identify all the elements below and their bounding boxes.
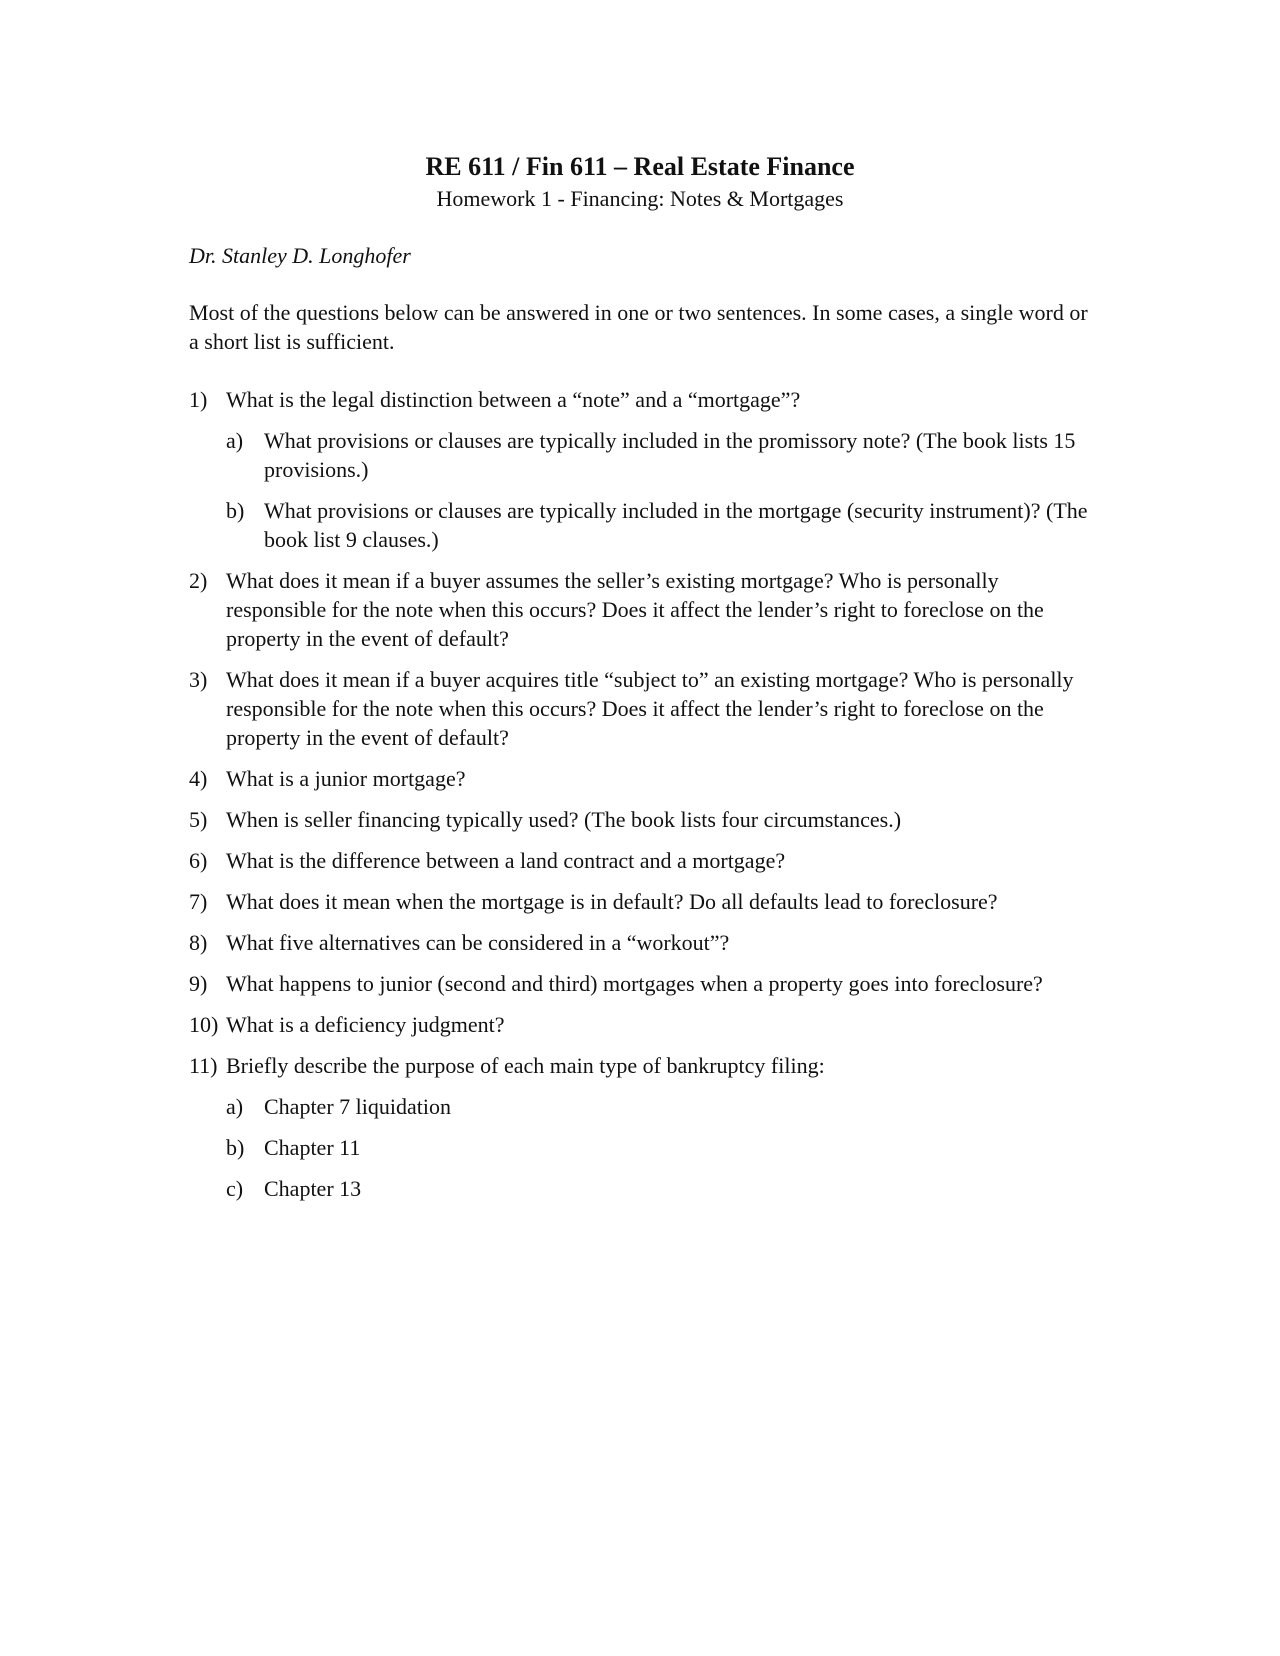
question-3 — [189, 665, 1099, 752]
sub-question-letter: c) — [226, 1176, 244, 1201]
question-11 — [189, 1051, 1099, 1203]
question-1 — [189, 385, 1099, 554]
sub-question-1b — [226, 496, 1099, 554]
question-number: 5) — [189, 807, 208, 832]
question-text: What happens to junior (second and third) mortgages when a property goes into foreclosure? — [226, 971, 1043, 996]
question-text: What is the legal distinction between a “note” and a “mortgage”? — [226, 387, 801, 412]
question-4 — [189, 764, 1099, 793]
sub-question-1a — [226, 426, 1099, 484]
question-number: 9) — [189, 971, 208, 996]
sub-question-letter: a) — [226, 1094, 244, 1119]
question-text: What five alternatives can be considered in a “workout”? — [226, 930, 730, 955]
question-8 — [189, 928, 1099, 957]
question-6 — [189, 846, 1099, 875]
question-number: 11) — [189, 1053, 218, 1078]
sub-question-list — [226, 426, 1099, 554]
document-subtitle: Homework 1 - Financing: Notes & Mortgages — [436, 186, 844, 211]
question-number: 3) — [189, 667, 208, 692]
sub-question-letter: b) — [226, 1135, 245, 1160]
question-text: What does it mean if a buyer acquires title “subject to” an existing mortgage? Who is personally responsible for the note when this occurs? Does it affect the lender’s right to foreclose on the property in the event of default? — [226, 667, 1074, 750]
question-5 — [189, 805, 1099, 834]
question-number: 4) — [189, 766, 208, 791]
question-9 — [189, 969, 1099, 998]
document-title: RE 611 / Fin 611 – Real Estate Finance — [425, 152, 855, 181]
sub-question-text: What provisions or clauses are typically included in the mortgage (security instrument)? (The book list 9 clauses.) — [264, 498, 1088, 552]
sub-question-text: Chapter 13 — [264, 1176, 362, 1201]
question-number: 6) — [189, 848, 208, 873]
sub-question-11b — [226, 1133, 1099, 1162]
sub-question-text: Chapter 11 — [264, 1135, 361, 1160]
question-text: Briefly describe the purpose of each main type of bankruptcy filing: — [226, 1053, 825, 1078]
sub-question-text: What provisions or clauses are typically included in the promissory note? (The book lists 15 provisions.) — [264, 428, 1076, 482]
question-text: What is the difference between a land contract and a mortgage? — [226, 848, 786, 873]
sub-question-text: Chapter 7 liquidation — [264, 1094, 451, 1119]
question-text: What does it mean when the mortgage is in default? Do all defaults lead to foreclosure? — [226, 889, 998, 914]
question-number: 7) — [189, 889, 208, 914]
sub-question-letter: a) — [226, 428, 244, 453]
sub-question-list — [226, 1092, 1099, 1203]
question-text: What is a deficiency judgment? — [226, 1012, 505, 1037]
sub-question-11a — [226, 1092, 1099, 1121]
instructions-paragraph: Most of the questions below can be answered in one or two sentences. In some cases, a single word or a short list is sufficient. — [189, 300, 1088, 354]
question-text: What is a junior mortgage? — [226, 766, 466, 791]
question-list — [189, 385, 1099, 1215]
question-10 — [189, 1010, 1099, 1039]
sub-question-letter: b) — [226, 498, 245, 523]
question-number: 8) — [189, 930, 208, 955]
question-7 — [189, 887, 1099, 916]
question-number: 10) — [189, 1012, 219, 1037]
question-text: What does it mean if a buyer assumes the seller’s existing mortgage? Who is personally responsible for the note when this occurs? Does it affect the lender’s right to foreclose on the property in the event of default? — [226, 568, 1044, 651]
question-number: 2) — [189, 568, 208, 593]
author-name: Dr. Stanley D. Longhofer — [189, 243, 411, 268]
question-text: When is seller financing typically used? (The book lists four circumstances.) — [226, 807, 902, 832]
sub-question-11c — [226, 1174, 1099, 1203]
question-number: 1) — [189, 387, 208, 412]
question-2 — [189, 566, 1099, 653]
